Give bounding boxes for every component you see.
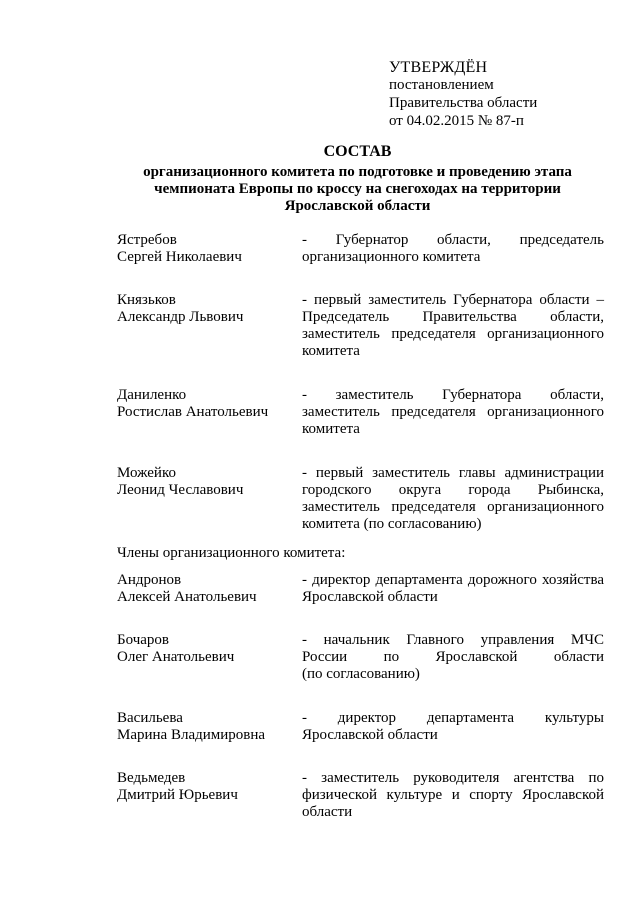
person-surname: Васильева xyxy=(117,710,183,726)
approval-title: УТВЕРЖДЁН xyxy=(389,59,488,76)
person-name xyxy=(117,632,297,666)
role-line: организационного комитета xyxy=(302,249,481,265)
person-surname: Бочаров xyxy=(117,632,170,648)
members-heading: Члены организационного комитета: xyxy=(117,545,346,561)
person-name xyxy=(117,387,297,421)
document-subtitle-line: чемпионата Европы по кроссу на снегоходах на территории xyxy=(154,181,561,197)
person-given-names: Сергей Николаевич xyxy=(117,249,242,265)
person-given-names: Олег Анатольевич xyxy=(117,649,235,665)
person-name xyxy=(117,770,297,804)
person-surname: Даниленко xyxy=(117,387,187,403)
person-role xyxy=(302,465,604,533)
role-line: заместитель председателя организационного xyxy=(302,404,604,420)
role-line: Ярославской области xyxy=(302,727,438,743)
person-name xyxy=(117,292,297,326)
person-surname: Ястребов xyxy=(117,232,177,248)
role-line: городского округа города Рыбинска, xyxy=(302,482,604,498)
person-given-names: Марина Владимировна xyxy=(117,727,266,743)
person-given-names: Дмитрий Юрьевич xyxy=(117,787,238,803)
person-role xyxy=(302,292,604,360)
document-subtitle-line: Ярославской области xyxy=(284,198,431,214)
role-line: области xyxy=(302,804,353,820)
person-surname: Андронов xyxy=(117,572,182,588)
role-line: Председатель Правительства области, xyxy=(302,309,604,325)
role-line: заместитель председателя организационного xyxy=(302,326,604,342)
role-line: - начальник Главного управления МЧС xyxy=(302,632,604,648)
role-line: - первый заместитель Губернатора области – xyxy=(302,292,604,308)
role-line: комитета xyxy=(302,421,360,437)
person-role xyxy=(302,710,604,744)
role-line: - директор департамента дорожного хозяйства xyxy=(302,572,604,588)
role-line: комитета (по согласованию) xyxy=(302,516,482,532)
document-title: СОСТАВ xyxy=(323,143,392,160)
role-line: комитета xyxy=(302,343,360,359)
person-given-names: Александр Львович xyxy=(117,309,244,325)
role-line: - заместитель Губернатора области, xyxy=(302,387,604,403)
person-name xyxy=(117,710,297,744)
approval-line: Правительства области xyxy=(389,95,538,111)
role-line: заместитель председателя организационного xyxy=(302,499,604,515)
document-header xyxy=(105,143,610,215)
person-name xyxy=(117,572,297,606)
person-role xyxy=(302,572,604,606)
role-line: (по согласованию) xyxy=(302,666,420,682)
person-name xyxy=(117,465,297,499)
role-line: - заместитель руководителя агентства по xyxy=(302,770,604,786)
role-line: Ярославской области xyxy=(302,589,438,605)
person-given-names: Алексей Анатольевич xyxy=(117,589,257,605)
role-line: - директор департамента культуры xyxy=(302,710,604,726)
person-role xyxy=(302,232,604,266)
approval-stamp xyxy=(389,59,619,131)
role-line: России по Ярославской области xyxy=(302,649,604,665)
document-subtitle-line: организационного комитета по подготовке и проведению этапа xyxy=(143,164,572,180)
person-surname: Ведьмедев xyxy=(117,770,186,786)
person-given-names: Ростислав Анатольевич xyxy=(117,404,269,420)
role-line: - Губернатор области, председатель xyxy=(302,232,604,248)
person-role xyxy=(302,632,604,683)
person-surname: Князьков xyxy=(117,292,176,308)
approval-line: от 04.02.2015 № 87-п xyxy=(389,113,524,129)
approval-line: постановлением xyxy=(389,77,494,93)
person-surname: Можейко xyxy=(117,465,176,481)
person-role xyxy=(302,387,604,438)
person-given-names: Леонид Чеславович xyxy=(117,482,244,498)
role-line: - первый заместитель главы администрации xyxy=(302,465,604,481)
person-role xyxy=(302,770,604,821)
role-line: физической культуре и спорту Ярославской xyxy=(302,787,604,803)
person-name xyxy=(117,232,297,266)
